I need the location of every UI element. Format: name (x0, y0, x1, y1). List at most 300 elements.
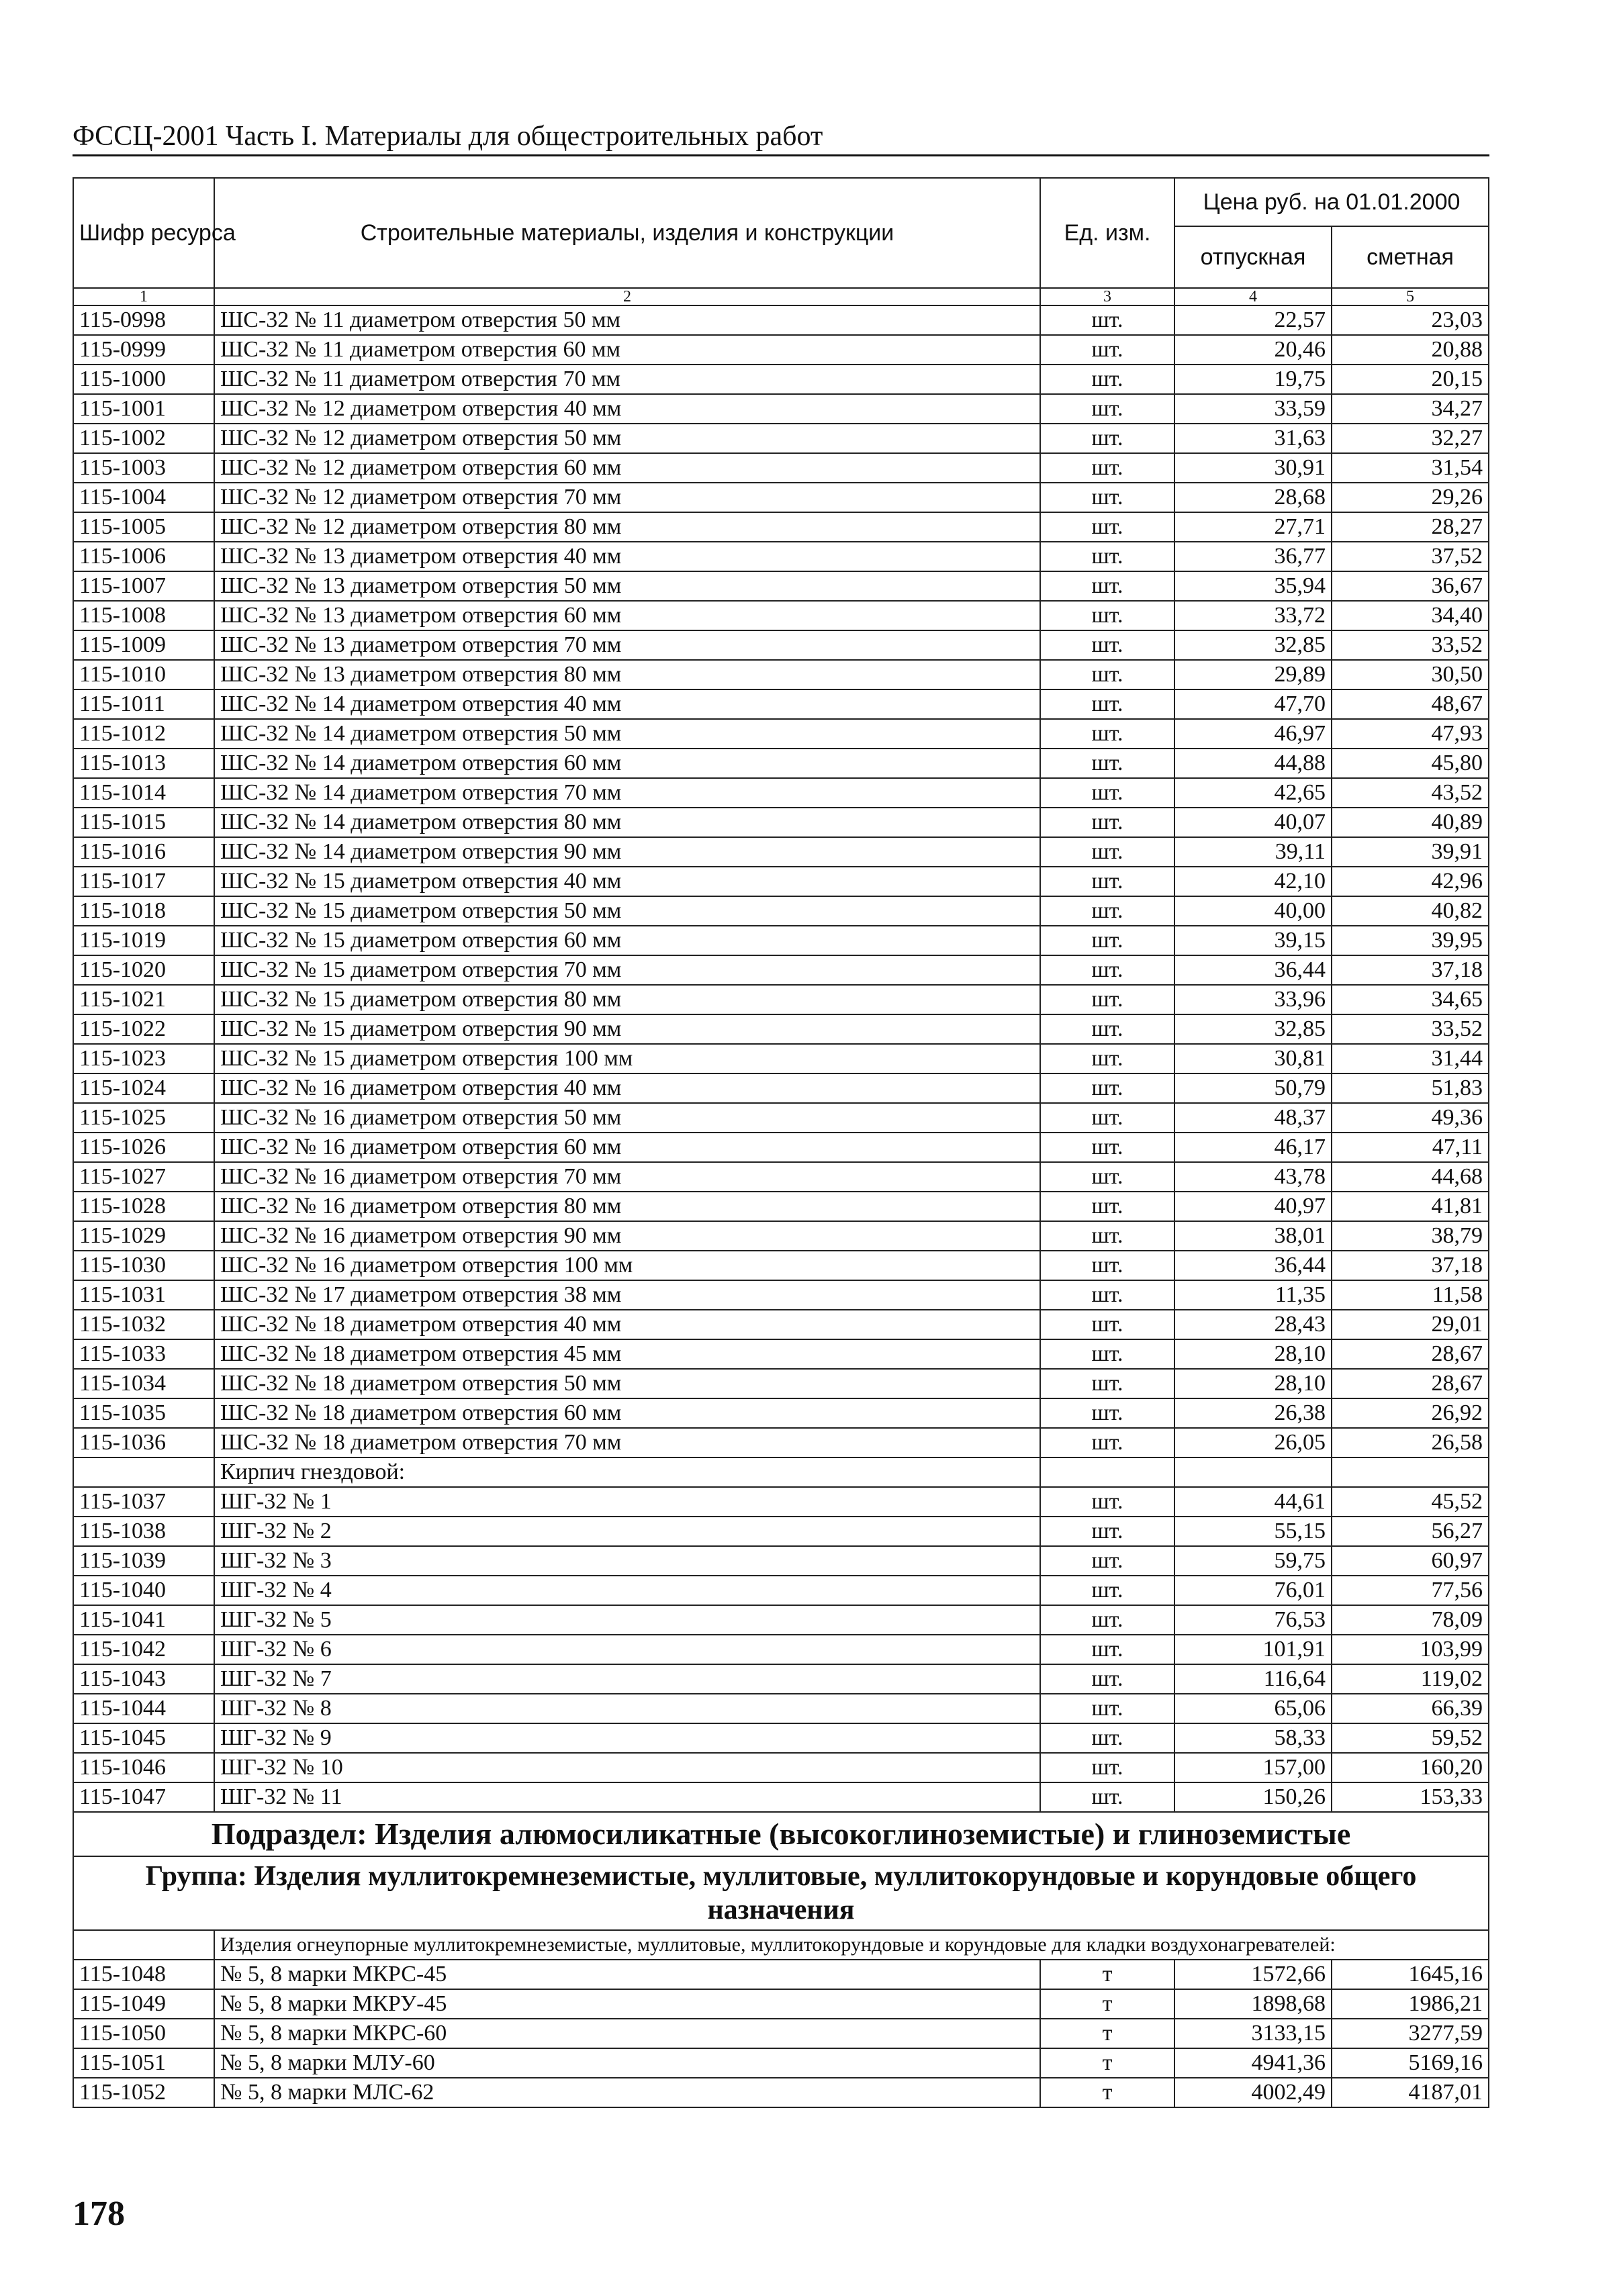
release-price: 11,35 (1174, 1280, 1332, 1310)
release-price: 40,07 (1174, 808, 1332, 837)
resource-code: 115-1020 (73, 955, 214, 985)
resource-code: 115-1045 (73, 1723, 214, 1753)
resource-code: 115-1013 (73, 749, 214, 778)
estimate-price: 119,02 (1332, 1664, 1489, 1694)
release-price: 55,15 (1174, 1517, 1332, 1546)
table-row (73, 365, 1489, 394)
resource-code: 115-1015 (73, 808, 214, 837)
subheading-nest-brick: Кирпич гнездовой: (214, 1457, 1040, 1487)
resource-code: 115-1046 (73, 1753, 214, 1782)
unit: шт. (1040, 778, 1174, 808)
release-price: 44,61 (1174, 1487, 1332, 1517)
table-row (73, 542, 1489, 571)
item-name: ШС-32 № 13 диаметром отверстия 60 мм (214, 601, 1040, 630)
item-name: ШС-32 № 13 диаметром отверстия 70 мм (214, 630, 1040, 660)
table-row (73, 2019, 1489, 2048)
group-description: Изделия огнеупорные муллитокремнеземистые, муллитовые, муллитокорундовые и корундовые для кладки воздухонагревателей: (214, 1930, 1489, 1960)
estimate-price: 51,83 (1332, 1073, 1489, 1103)
item-name: ШС-32 № 15 диаметром отверстия 40 мм (214, 867, 1040, 896)
unit: шт. (1040, 1251, 1174, 1280)
estimate-price: 39,95 (1332, 926, 1489, 955)
item-name: ШС-32 № 12 диаметром отверстия 50 мм (214, 424, 1040, 453)
release-price: 22,57 (1174, 305, 1332, 335)
estimate-price: 32,27 (1332, 424, 1489, 453)
estimate-price: 1986,21 (1332, 1989, 1489, 2019)
resource-code: 115-1026 (73, 1133, 214, 1162)
item-name: ШГ-32 № 3 (214, 1546, 1040, 1576)
item-name: ШС-32 № 12 диаметром отверстия 80 мм (214, 512, 1040, 542)
estimate-price: 43,52 (1332, 778, 1489, 808)
resource-code: 115-1049 (73, 1989, 214, 2019)
release-price: 29,89 (1174, 660, 1332, 689)
price-table (73, 177, 1489, 2108)
release-price: 116,64 (1174, 1664, 1332, 1694)
item-name: ШС-32 № 18 диаметром отверстия 50 мм (214, 1369, 1040, 1398)
release-price: 31,63 (1174, 424, 1332, 453)
item-name: ШГ-32 № 6 (214, 1635, 1040, 1664)
group-title: Группа: Изделия муллитокремнеземистые, муллитовые, муллитокорундовые и корундовые общего назначения (73, 1856, 1489, 1930)
table-row (73, 453, 1489, 483)
release-price: 32,85 (1174, 630, 1332, 660)
release-price: 30,81 (1174, 1044, 1332, 1073)
estimate-price: 34,40 (1332, 601, 1489, 630)
resource-code: 115-1004 (73, 483, 214, 512)
resource-code: 115-1042 (73, 1635, 214, 1664)
release-price: 30,91 (1174, 453, 1332, 483)
release-price: 42,10 (1174, 867, 1332, 896)
unit: шт. (1040, 1576, 1174, 1605)
resource-code: 115-1002 (73, 424, 214, 453)
item-name: ШС-32 № 16 диаметром отверстия 90 мм (214, 1221, 1040, 1251)
release-price: 28,43 (1174, 1310, 1332, 1339)
table-row (73, 1398, 1489, 1428)
release-price: 39,15 (1174, 926, 1332, 955)
table-row (73, 512, 1489, 542)
item-name: ШС-32 № 15 диаметром отверстия 70 мм (214, 955, 1040, 985)
release-price: 28,10 (1174, 1339, 1332, 1369)
estimate-price: 28,67 (1332, 1369, 1489, 1398)
estimate-price: 45,52 (1332, 1487, 1489, 1517)
table-row (73, 1192, 1489, 1221)
estimate-price: 20,15 (1332, 365, 1489, 394)
item-name: ШС-32 № 15 диаметром отверстия 100 мм (214, 1044, 1040, 1073)
release-price: 33,72 (1174, 601, 1332, 630)
unit: шт. (1040, 1753, 1174, 1782)
table-row (73, 1073, 1489, 1103)
resource-code: 115-1014 (73, 778, 214, 808)
item-name: ШГ-32 № 1 (214, 1487, 1040, 1517)
resource-code: 115-1003 (73, 453, 214, 483)
unit: шт. (1040, 1428, 1174, 1457)
release-price: 46,17 (1174, 1133, 1332, 1162)
table-row (73, 1635, 1489, 1664)
page-number: 178 (73, 2195, 125, 2233)
unit: шт. (1040, 660, 1174, 689)
table-row (73, 1723, 1489, 1753)
unit: шт. (1040, 542, 1174, 571)
item-name: ШС-32 № 16 диаметром отверстия 60 мм (214, 1133, 1040, 1162)
estimate-price: 59,52 (1332, 1723, 1489, 1753)
item-name: ШС-32 № 13 диаметром отверстия 80 мм (214, 660, 1040, 689)
col-header-price: Цена руб. на 01.01.2000 (1174, 178, 1489, 226)
item-name: ШС-32 № 14 диаметром отверстия 40 мм (214, 689, 1040, 719)
unit: шт. (1040, 985, 1174, 1014)
table-row (73, 1221, 1489, 1251)
release-price: 48,37 (1174, 1103, 1332, 1133)
resource-code: 115-1008 (73, 601, 214, 630)
item-name: ШС-32 № 18 диаметром отверстия 60 мм (214, 1398, 1040, 1428)
col-header-unit: Ед. изм. (1040, 178, 1174, 288)
table-row (73, 571, 1489, 601)
table-row (73, 1989, 1489, 2019)
release-price: 33,96 (1174, 985, 1332, 1014)
table-row (73, 1487, 1489, 1517)
estimate-price: 4187,01 (1332, 2078, 1489, 2107)
estimate-price: 20,88 (1332, 335, 1489, 365)
resource-code: 115-1019 (73, 926, 214, 955)
unit: шт. (1040, 1605, 1174, 1635)
subsection-title: Подраздел: Изделия алюмосиликатные (высокоглиноземистые) и глиноземистые (73, 1812, 1489, 1856)
estimate-price: 30,50 (1332, 660, 1489, 689)
table-row (73, 483, 1489, 512)
unit: т (1040, 2048, 1174, 2078)
estimate-price: 48,67 (1332, 689, 1489, 719)
estimate-price: 40,89 (1332, 808, 1489, 837)
release-price: 76,01 (1174, 1576, 1332, 1605)
resource-code: 115-1009 (73, 630, 214, 660)
resource-code: 115-1007 (73, 571, 214, 601)
resource-code: 115-1006 (73, 542, 214, 571)
release-price: 65,06 (1174, 1694, 1332, 1723)
resource-code: 115-1021 (73, 985, 214, 1014)
release-price: 27,71 (1174, 512, 1332, 542)
release-price: 1898,68 (1174, 1989, 1332, 2019)
unit: т (1040, 1960, 1174, 1989)
item-name: ШС-32 № 12 диаметром отверстия 40 мм (214, 394, 1040, 424)
column-number: 4 (1174, 288, 1332, 305)
table-row (73, 749, 1489, 778)
table-row (73, 837, 1489, 867)
table-row (73, 778, 1489, 808)
estimate-price: 29,26 (1332, 483, 1489, 512)
unit: шт. (1040, 1339, 1174, 1369)
release-price: 28,68 (1174, 483, 1332, 512)
unit: шт. (1040, 1192, 1174, 1221)
unit: т (1040, 2019, 1174, 2048)
item-name: ШС-32 № 14 диаметром отверстия 80 мм (214, 808, 1040, 837)
release-price: 26,38 (1174, 1398, 1332, 1428)
resource-code: 115-1023 (73, 1044, 214, 1073)
unit: шт. (1040, 1664, 1174, 1694)
estimate-price: 3277,59 (1332, 2019, 1489, 2048)
estimate-price: 29,01 (1332, 1310, 1489, 1339)
unit: шт. (1040, 601, 1174, 630)
release-price: 44,88 (1174, 749, 1332, 778)
estimate-price: 31,44 (1332, 1044, 1489, 1073)
resource-code: 115-1028 (73, 1192, 214, 1221)
table-row (73, 719, 1489, 749)
item-name: ШС-32 № 18 диаметром отверстия 45 мм (214, 1339, 1040, 1369)
item-name: № 5, 8 марки МКРУ-45 (214, 1989, 1040, 2019)
table-row (73, 630, 1489, 660)
estimate-price: 26,92 (1332, 1398, 1489, 1428)
release-price: 32,85 (1174, 1014, 1332, 1044)
estimate-price: 66,39 (1332, 1694, 1489, 1723)
table-row (73, 1014, 1489, 1044)
column-number: 2 (214, 288, 1040, 305)
resource-code: 115-1030 (73, 1251, 214, 1280)
table-row (73, 1369, 1489, 1398)
item-name: ШГ-32 № 11 (214, 1782, 1040, 1812)
unit: шт. (1040, 1221, 1174, 1251)
resource-code: 115-0999 (73, 335, 214, 365)
item-name: ШС-32 № 13 диаметром отверстия 40 мм (214, 542, 1040, 571)
resource-code: 115-1036 (73, 1428, 214, 1457)
resource-code: 115-1032 (73, 1310, 214, 1339)
release-price: 36,44 (1174, 1251, 1332, 1280)
release-price: 101,91 (1174, 1635, 1332, 1664)
table-row (73, 1960, 1489, 1989)
resource-code: 115-1041 (73, 1605, 214, 1635)
estimate-price: 34,65 (1332, 985, 1489, 1014)
resource-code: 115-1012 (73, 719, 214, 749)
item-name: ШС-32 № 18 диаметром отверстия 70 мм (214, 1428, 1040, 1457)
estimate-price: 33,52 (1332, 1014, 1489, 1044)
release-price: 39,11 (1174, 837, 1332, 867)
unit: шт. (1040, 1398, 1174, 1428)
estimate-price: 47,11 (1332, 1133, 1489, 1162)
resource-code: 115-1039 (73, 1546, 214, 1576)
table-row (73, 1428, 1489, 1457)
table-row (73, 1576, 1489, 1605)
resource-code: 115-1031 (73, 1280, 214, 1310)
table-row (73, 985, 1489, 1014)
item-name: № 5, 8 марки МКРС-60 (214, 2019, 1040, 2048)
item-name: ШС-32 № 14 диаметром отверстия 90 мм (214, 837, 1040, 867)
unit: шт. (1040, 335, 1174, 365)
item-name: ШС-32 № 16 диаметром отверстия 40 мм (214, 1073, 1040, 1103)
resource-code: 115-1037 (73, 1487, 214, 1517)
table-row (73, 1251, 1489, 1280)
table-row (73, 660, 1489, 689)
release-price: 150,26 (1174, 1782, 1332, 1812)
release-price: 1572,66 (1174, 1960, 1332, 1989)
release-price: 36,44 (1174, 955, 1332, 985)
estimate-price: 1645,16 (1332, 1960, 1489, 1989)
unit: шт. (1040, 896, 1174, 926)
column-number-row (73, 288, 1489, 305)
release-price: 42,65 (1174, 778, 1332, 808)
resource-code: 115-1017 (73, 867, 214, 896)
table-row (73, 305, 1489, 335)
table-row (73, 689, 1489, 719)
item-name: ШС-32 № 16 диаметром отверстия 80 мм (214, 1192, 1040, 1221)
estimate-price: 37,52 (1332, 542, 1489, 571)
table-row (73, 1664, 1489, 1694)
unit: шт. (1040, 1546, 1174, 1576)
estimate-price: 49,36 (1332, 1103, 1489, 1133)
unit: шт. (1040, 689, 1174, 719)
table-row (73, 1753, 1489, 1782)
table-row (73, 926, 1489, 955)
table-row (73, 808, 1489, 837)
item-name: ШС-32 № 14 диаметром отверстия 70 мм (214, 778, 1040, 808)
item-name: ШС-32 № 16 диаметром отверстия 50 мм (214, 1103, 1040, 1133)
release-price: 38,01 (1174, 1221, 1332, 1251)
estimate-price: 160,20 (1332, 1753, 1489, 1782)
estimate-price: 39,91 (1332, 837, 1489, 867)
resource-code: 115-1034 (73, 1369, 214, 1398)
item-name: ШС-32 № 12 диаметром отверстия 70 мм (214, 483, 1040, 512)
col-header-estimate: сметная (1332, 226, 1489, 288)
table-row (73, 896, 1489, 926)
resource-code: 115-1048 (73, 1960, 214, 1989)
column-number: 5 (1332, 288, 1489, 305)
estimate-price: 37,18 (1332, 955, 1489, 985)
col-header-code: Шифр ресурса (73, 178, 214, 288)
item-name: ШС-32 № 16 диаметром отверстия 100 мм (214, 1251, 1040, 1280)
resource-code: 115-1043 (73, 1664, 214, 1694)
estimate-price: 37,18 (1332, 1251, 1489, 1280)
estimate-price: 28,67 (1332, 1339, 1489, 1369)
item-name: ШС-32 № 15 диаметром отверстия 90 мм (214, 1014, 1040, 1044)
item-name: ШС-32 № 15 диаметром отверстия 80 мм (214, 985, 1040, 1014)
release-price: 40,00 (1174, 896, 1332, 926)
table-row (73, 1103, 1489, 1133)
release-price: 59,75 (1174, 1546, 1332, 1576)
resource-code: 115-1018 (73, 896, 214, 926)
estimate-price: 36,67 (1332, 571, 1489, 601)
table-row (73, 955, 1489, 985)
unit: шт. (1040, 630, 1174, 660)
resource-code: 115-1033 (73, 1339, 214, 1369)
table-row (73, 1694, 1489, 1723)
unit: шт. (1040, 1517, 1174, 1546)
release-price: 46,97 (1174, 719, 1332, 749)
item-name: ШС-32 № 17 диаметром отверстия 38 мм (214, 1280, 1040, 1310)
resource-code: 115-1024 (73, 1073, 214, 1103)
estimate-price: 47,93 (1332, 719, 1489, 749)
table-row (73, 1044, 1489, 1073)
estimate-price: 38,79 (1332, 1221, 1489, 1251)
estimate-price: 11,58 (1332, 1280, 1489, 1310)
item-name: ШС-32 № 16 диаметром отверстия 70 мм (214, 1162, 1040, 1192)
unit: шт. (1040, 1133, 1174, 1162)
resource-code: 115-1027 (73, 1162, 214, 1192)
release-price: 36,77 (1174, 542, 1332, 571)
unit: шт. (1040, 365, 1174, 394)
item-name: ШС-32 № 15 диаметром отверстия 60 мм (214, 926, 1040, 955)
unit: шт. (1040, 512, 1174, 542)
unit: шт. (1040, 1310, 1174, 1339)
estimate-price: 31,54 (1332, 453, 1489, 483)
table-row (73, 2048, 1489, 2078)
unit: шт. (1040, 749, 1174, 778)
release-price: 33,59 (1174, 394, 1332, 424)
estimate-price: 103,99 (1332, 1635, 1489, 1664)
release-price: 19,75 (1174, 365, 1332, 394)
resource-code: 115-1035 (73, 1398, 214, 1428)
page-header: ФССЦ-2001 Часть I. Материалы для общестроительных работ (73, 119, 1489, 156)
estimate-price: 77,56 (1332, 1576, 1489, 1605)
estimate-price: 153,33 (1332, 1782, 1489, 1812)
item-name: ШГ-32 № 8 (214, 1694, 1040, 1723)
item-name: № 5, 8 марки МЛУ-60 (214, 2048, 1040, 2078)
table-row (73, 1310, 1489, 1339)
table-row (73, 1546, 1489, 1576)
release-price: 26,05 (1174, 1428, 1332, 1457)
resource-code: 115-1051 (73, 2048, 214, 2078)
resource-code: 115-1016 (73, 837, 214, 867)
item-name: ШГ-32 № 2 (214, 1517, 1040, 1546)
unit: т (1040, 2078, 1174, 2107)
estimate-price: 45,80 (1332, 749, 1489, 778)
resource-code: 115-1005 (73, 512, 214, 542)
item-name: ШС-32 № 14 диаметром отверстия 60 мм (214, 749, 1040, 778)
table-row (73, 2078, 1489, 2107)
estimate-price: 60,97 (1332, 1546, 1489, 1576)
estimate-price: 44,68 (1332, 1162, 1489, 1192)
estimate-price: 5169,16 (1332, 2048, 1489, 2078)
unit: шт. (1040, 955, 1174, 985)
estimate-price: 28,27 (1332, 512, 1489, 542)
unit: шт. (1040, 1162, 1174, 1192)
release-price: 58,33 (1174, 1723, 1332, 1753)
unit: шт. (1040, 1487, 1174, 1517)
unit: шт. (1040, 1103, 1174, 1133)
table-row (73, 394, 1489, 424)
unit: шт. (1040, 926, 1174, 955)
item-name: ШГ-32 № 10 (214, 1753, 1040, 1782)
estimate-price: 40,82 (1332, 896, 1489, 926)
column-number: 3 (1040, 288, 1174, 305)
table-row (73, 1133, 1489, 1162)
release-price: 76,53 (1174, 1605, 1332, 1635)
resource-code: 115-1025 (73, 1103, 214, 1133)
estimate-price: 23,03 (1332, 305, 1489, 335)
unit: шт. (1040, 867, 1174, 896)
resource-code: 115-1052 (73, 2078, 214, 2107)
unit: шт. (1040, 424, 1174, 453)
unit: т (1040, 1989, 1174, 2019)
col-header-name: Строительные материалы, изделия и конструкции (214, 178, 1040, 288)
table-row (73, 424, 1489, 453)
resource-code: 115-1038 (73, 1517, 214, 1546)
resource-code: 115-1022 (73, 1014, 214, 1044)
resource-code: 115-1047 (73, 1782, 214, 1812)
unit: шт. (1040, 483, 1174, 512)
resource-code: 115-1040 (73, 1576, 214, 1605)
release-price: 35,94 (1174, 571, 1332, 601)
release-price: 20,46 (1174, 335, 1332, 365)
table-row (73, 1162, 1489, 1192)
item-name: № 5, 8 марки МКРС-45 (214, 1960, 1040, 1989)
item-name: ШС-32 № 14 диаметром отверстия 50 мм (214, 719, 1040, 749)
table-row (73, 1517, 1489, 1546)
unit: шт. (1040, 1280, 1174, 1310)
estimate-price: 33,52 (1332, 630, 1489, 660)
unit: шт. (1040, 1073, 1174, 1103)
item-name: ШГ-32 № 4 (214, 1576, 1040, 1605)
unit: шт. (1040, 1014, 1174, 1044)
unit: шт. (1040, 808, 1174, 837)
unit: шт. (1040, 1782, 1174, 1812)
item-name: ШГ-32 № 9 (214, 1723, 1040, 1753)
table-row (73, 601, 1489, 630)
table-row (73, 1339, 1489, 1369)
table-row (73, 335, 1489, 365)
table-row (73, 1605, 1489, 1635)
